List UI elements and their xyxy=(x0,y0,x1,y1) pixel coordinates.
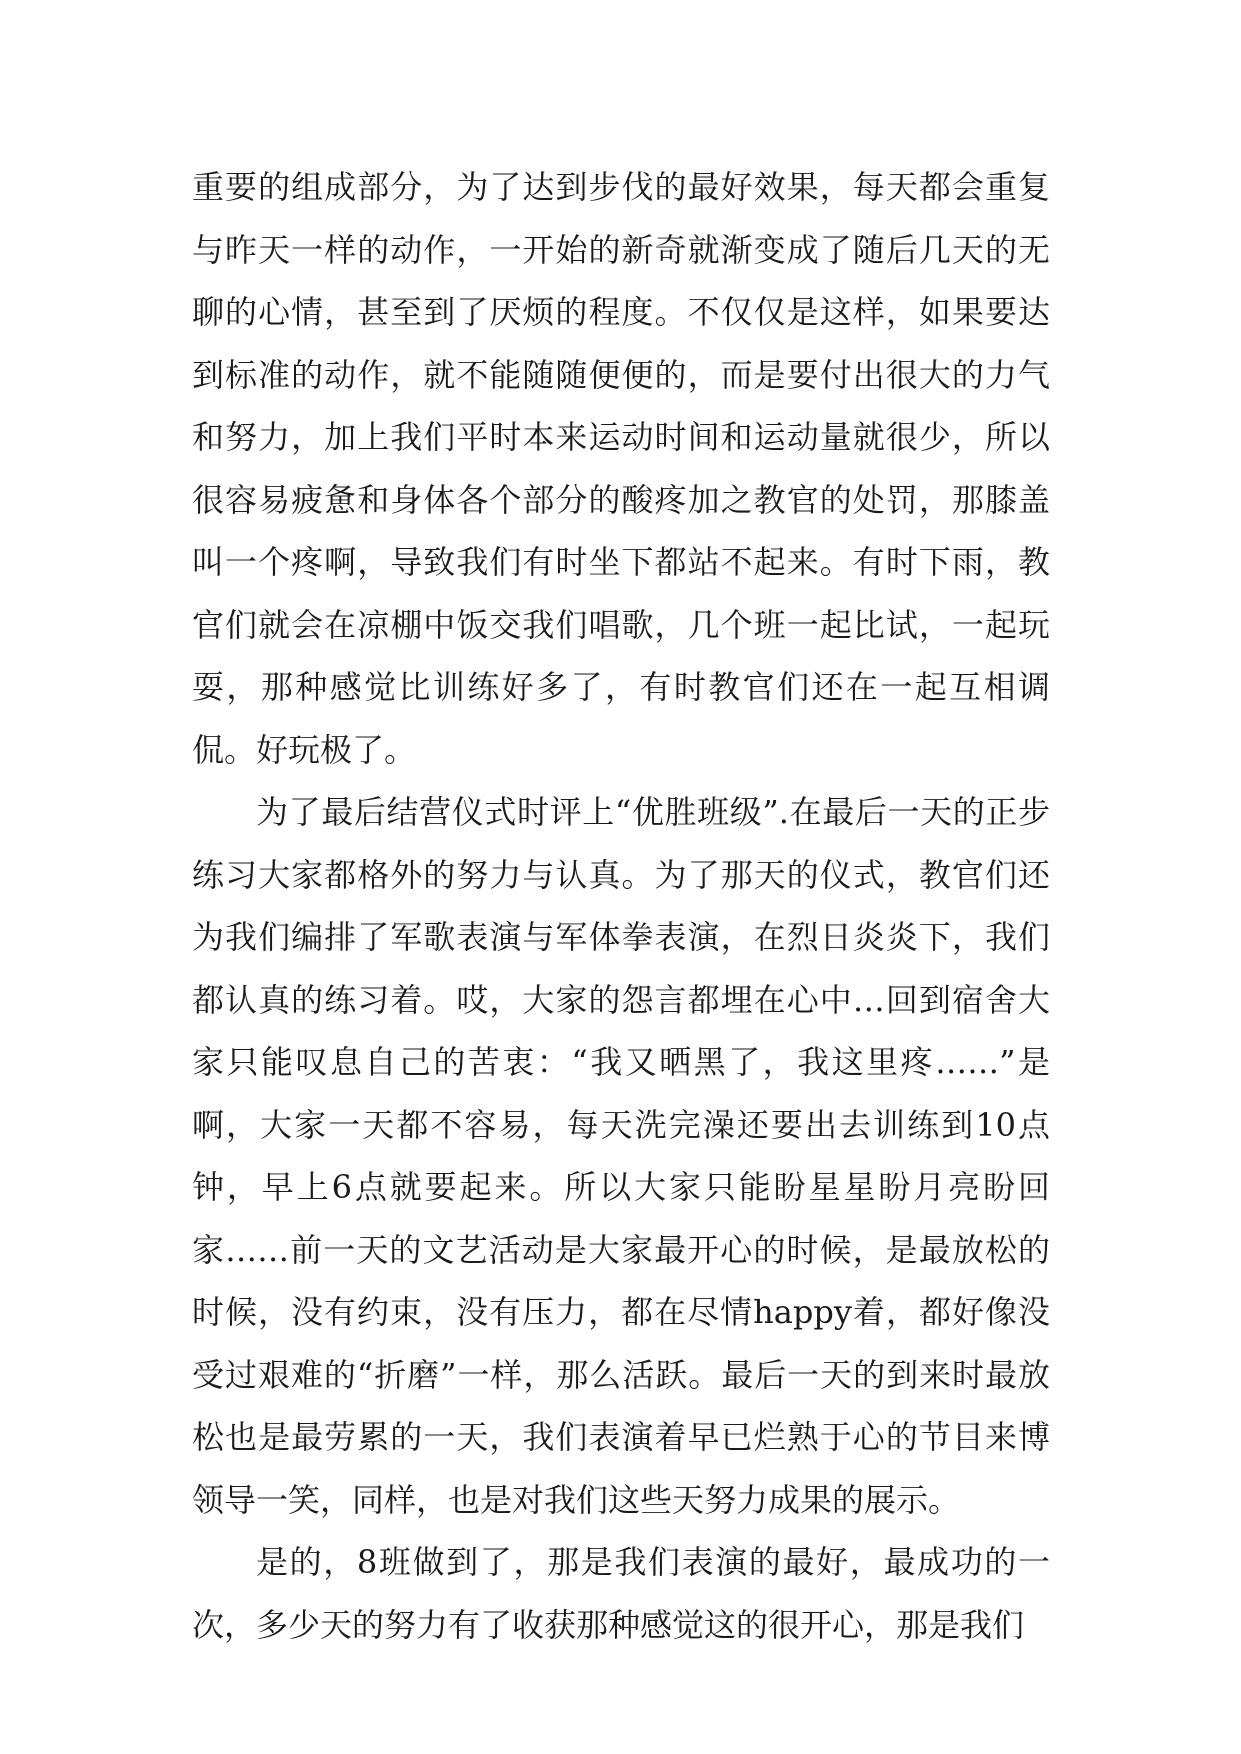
paragraph-3: 是的，8班做到了，那是我们表演的最好，最成功的一次，多少天的努力有了收获那种感觉这的很开心，那是我们 xyxy=(192,1543,1050,1644)
paragraph-2: 为了最后结营仪式时评上“优胜班级”.在最后一天的正步练习大家都格外的努力与认真。为了那天的仪式，教官们还为我们编排了军歌表演与军体拳表演，在烈日炎炎下，我们都认真的练习着。哎，大家的怨言都埋在心中…回到宿舍大家只能叹息自己的苦衷：“我又晒黑了，我这里疼……”是啊，大家一天都不容易，每天洗完澡还要出去训练到10点钟，早上6点就要起来。所以大家只能盼星星盼月亮盼回家……前一天的文艺活动是大家最开心的时候，是最放松的时候，没有约束，没有压力，都在尽情happy着，都好像没受过艰难的“折磨”一样，那么活跃。最后一天的到来时最放松也是最劳累的一天，我们表演着早已烂熟于心的节目来博领导一笑，同样，也是对我们这些天努力成果的展示。 xyxy=(192,793,1050,1519)
paragraph-1: 重要的组成部分，为了达到步伐的最好效果，每天都会重复与昨天一样的动作，一开始的新奇就渐变成了随后几天的无聊的心情，甚至到了厌烦的程度。不仅仅是这样，如果要达到标准的动作，就不能随随便便的，而是要付出很大的力气和努力，加上我们平时本来运动时间和运动量就很少，所以很容易疲惫和身体各个部分的酸疼加之教官的处罚，那膝盖叫一个疼啊，导致我们有时坐下都站不起来。有时下雨，教官们就会在凉棚中饭交我们唱歌，几个班一起比试，一起玩耍，那种感觉比训练好多了，有时教官们还在一起互相调侃。好玩极了。 xyxy=(192,168,1050,769)
document-body xyxy=(192,156,1050,1656)
